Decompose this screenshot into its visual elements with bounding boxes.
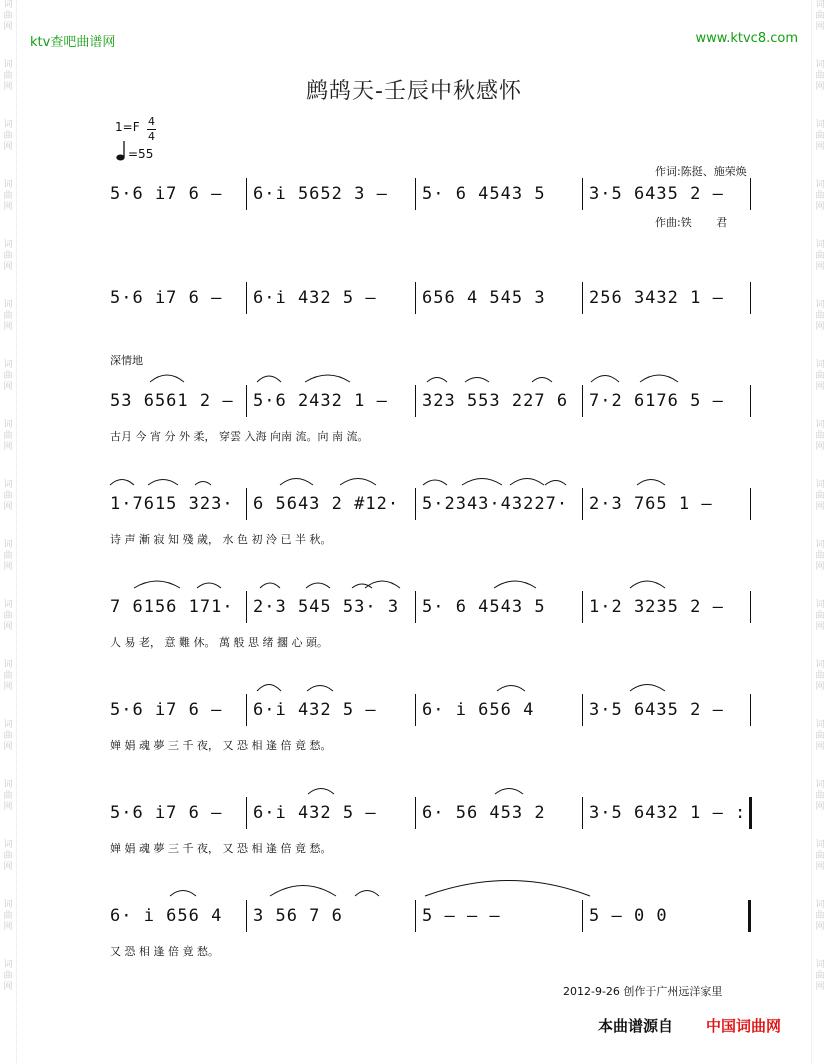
measure: 6· i̇ 656 4 <box>110 906 223 926</box>
watermark-mark <box>815 360 824 393</box>
watermark-char: 曲 <box>815 251 825 261</box>
barline <box>415 488 416 520</box>
measure: 1·7615 323· <box>110 494 234 514</box>
watermark-char: 网 <box>815 322 825 332</box>
watermark-char: 网 <box>815 982 825 992</box>
watermark-char: 词 <box>3 720 13 730</box>
time-signature-top: 4 <box>148 115 155 128</box>
watermark-char: 网 <box>3 922 13 932</box>
watermark-char: 曲 <box>815 71 825 81</box>
measure: 5·2343·43227· <box>422 494 569 514</box>
measure: 5·6 i̇7 6 – <box>110 700 223 720</box>
measure: 5·6 i̇7 6 – <box>110 288 223 308</box>
watermark-char: 曲 <box>815 191 825 201</box>
watermark-char: 网 <box>815 862 825 872</box>
watermark-mark <box>815 660 824 693</box>
watermark-char: 词 <box>815 540 825 550</box>
watermark-char: 词 <box>3 960 13 970</box>
measure: 3·5 6432 1 – : <box>589 803 747 823</box>
barline <box>750 591 751 623</box>
score-row <box>110 184 755 220</box>
barline <box>750 385 751 417</box>
barline <box>415 282 416 314</box>
watermark-char: 词 <box>3 840 13 850</box>
source-label: 本曲谱源自 <box>598 1017 674 1035</box>
watermark-mark <box>3 0 12 33</box>
measure: 5· 6 4543 5 <box>422 184 546 204</box>
watermark-char: 词 <box>815 0 825 10</box>
watermark-char: 曲 <box>3 431 13 441</box>
watermark-char: 词 <box>3 660 13 670</box>
watermark-char: 词 <box>3 60 13 70</box>
watermark-mark <box>3 540 12 573</box>
watermark-mark <box>3 600 12 633</box>
barline <box>415 178 416 210</box>
watermark-char: 曲 <box>3 611 13 621</box>
watermark-mark <box>3 660 12 693</box>
measure: 3 56 7 6 <box>253 906 343 926</box>
measure: 5 – 0 0 <box>589 906 668 926</box>
measure: 6·i̇ 432 5 – <box>253 288 377 308</box>
key-signature: 1=F <box>115 120 140 134</box>
watermark-char: 网 <box>3 442 13 452</box>
barline <box>246 694 247 726</box>
watermark-char: 网 <box>815 442 825 452</box>
barline <box>246 797 247 829</box>
watermark-char: 词 <box>815 900 825 910</box>
watermark-char: 网 <box>3 262 13 272</box>
watermark-mark <box>815 480 824 513</box>
watermark-char: 网 <box>815 22 825 32</box>
watermark-char: 曲 <box>815 731 825 741</box>
watermark-char: 网 <box>815 382 825 392</box>
watermark-char: 网 <box>815 922 825 932</box>
measure: 6 5643 2 #12· <box>253 494 400 514</box>
watermark-char: 网 <box>815 202 825 212</box>
lyricist-credit: 作词:陈挺、施荣焕 <box>655 165 747 178</box>
watermark-char: 曲 <box>815 851 825 861</box>
watermark-mark <box>815 180 824 213</box>
watermark-char: 网 <box>815 262 825 272</box>
barline <box>246 900 247 932</box>
composer-credit: 作曲:铁 君 <box>655 216 728 229</box>
song-title: 鹧鸪天-壬辰中秋感怀 <box>306 79 522 104</box>
watermark-char: 曲 <box>815 431 825 441</box>
watermark-char: 曲 <box>3 191 13 201</box>
watermark-char: 网 <box>3 322 13 332</box>
lyrics-line: 婵 娟 魂 夢 三 千 夜， 又 恐 相 逢 倍 竟 愁。 <box>110 739 332 752</box>
watermark-char: 词 <box>815 660 825 670</box>
measure: 5· 6 4543 5 <box>422 597 546 617</box>
watermark-mark <box>3 780 12 813</box>
measure: 5 – – – <box>422 906 501 926</box>
measure: 323 553 227 6 <box>422 391 569 411</box>
watermark-mark <box>815 600 824 633</box>
watermark-char: 词 <box>3 780 13 790</box>
barline <box>246 591 247 623</box>
watermark-char: 曲 <box>3 731 13 741</box>
measure: 53 6561 2 – <box>110 391 234 411</box>
creation-note: 2012-9-26 创作于广州远洋家里 <box>563 985 723 998</box>
time-signature <box>147 116 156 143</box>
watermark-mark <box>3 120 12 153</box>
measure: 2·3 545 53· 3 <box>253 597 400 617</box>
watermark-char: 曲 <box>3 131 13 141</box>
watermark-char: 曲 <box>815 671 825 681</box>
watermark-char: 网 <box>815 802 825 812</box>
watermark-char: 词 <box>3 0 13 10</box>
repeat-end-barline <box>749 797 752 829</box>
barline <box>246 488 247 520</box>
watermark-char: 网 <box>3 82 13 92</box>
watermark-char: 词 <box>3 300 13 310</box>
watermark-mark <box>3 900 12 933</box>
watermark-char: 词 <box>3 600 13 610</box>
watermark-mark <box>3 840 12 873</box>
site-name-left[interactable]: ktv查吧曲谱网 <box>30 35 116 50</box>
barline <box>750 488 751 520</box>
lyrics-line: 婵 娟 魂 夢 三 千 夜， 又 恐 相 逢 倍 竟 愁。 <box>110 842 332 855</box>
measure: 6·i̇ 5652 3 – <box>253 184 388 204</box>
watermark-char: 网 <box>3 202 13 212</box>
watermark-mark <box>815 120 824 153</box>
watermark-mark <box>3 180 12 213</box>
watermark-mark <box>3 480 12 513</box>
watermark-char: 曲 <box>815 971 825 981</box>
measure: 6·i̇ 432 5 – <box>253 803 377 823</box>
watermark-char: 词 <box>3 540 13 550</box>
barline <box>750 178 751 210</box>
watermark-mark <box>815 960 824 993</box>
score-row <box>110 700 755 736</box>
watermark-char: 曲 <box>815 371 825 381</box>
left-watermark-strip <box>0 0 17 1063</box>
watermark-char: 曲 <box>3 11 13 21</box>
lyrics-line: 诗 声 漸 寂 知 殘 歲， 水 色 初 泠 已 半 秋。 <box>110 533 332 546</box>
site-url-right[interactable]: www.ktvc8.com <box>695 31 798 46</box>
watermark-char: 词 <box>3 900 13 910</box>
watermark-char: 词 <box>815 480 825 490</box>
watermark-char: 词 <box>815 180 825 190</box>
barline <box>582 282 583 314</box>
watermark-char: 曲 <box>3 251 13 261</box>
measure: 2·3 765 1 – <box>589 494 713 514</box>
watermark-char: 曲 <box>815 491 825 501</box>
watermark-mark <box>3 960 12 993</box>
barline <box>582 591 583 623</box>
watermark-char: 词 <box>815 360 825 370</box>
watermark-char: 网 <box>815 742 825 752</box>
right-watermark-strip <box>811 0 828 1063</box>
watermark-char: 词 <box>3 120 13 130</box>
watermark-char: 词 <box>815 420 825 430</box>
quarter-note-icon <box>115 140 127 162</box>
watermark-char: 曲 <box>3 311 13 321</box>
watermark-char: 曲 <box>815 11 825 21</box>
watermark-mark <box>815 900 824 933</box>
watermark-char: 曲 <box>3 371 13 381</box>
barline <box>246 385 247 417</box>
watermark-mark <box>3 300 12 333</box>
watermark-char: 词 <box>3 240 13 250</box>
measure: 5·6 2432 1 – <box>253 391 388 411</box>
measure: 3·5 6435 2 – <box>589 184 724 204</box>
watermark-char: 网 <box>3 982 13 992</box>
watermark-mark <box>3 240 12 273</box>
watermark-mark <box>3 360 12 393</box>
watermark-char: 网 <box>815 82 825 92</box>
time-signature-bottom: 4 <box>148 130 155 143</box>
watermark-mark <box>815 420 824 453</box>
measure: 1·2 3235 2 – <box>589 597 724 617</box>
watermark-char: 曲 <box>815 131 825 141</box>
watermark-char: 网 <box>3 502 13 512</box>
barline <box>582 694 583 726</box>
watermark-char: 网 <box>3 862 13 872</box>
measure: 6· i̇ 656 4 <box>422 700 535 720</box>
watermark-char: 词 <box>815 60 825 70</box>
barline <box>582 797 583 829</box>
watermark-char: 词 <box>815 600 825 610</box>
score-row <box>110 597 755 633</box>
measure: 656 4 545 3 <box>422 288 546 308</box>
watermark-char: 词 <box>815 780 825 790</box>
watermark-mark <box>3 420 12 453</box>
watermark-mark <box>815 240 824 273</box>
watermark-char: 曲 <box>3 71 13 81</box>
watermark-char: 网 <box>815 562 825 572</box>
watermark-char: 网 <box>3 622 13 632</box>
barline <box>415 797 416 829</box>
measure: 7 6156 171· <box>110 597 234 617</box>
barline <box>582 900 583 932</box>
watermark-char: 曲 <box>3 911 13 921</box>
watermark-char: 曲 <box>815 611 825 621</box>
watermark-char: 网 <box>3 742 13 752</box>
watermark-char: 词 <box>815 720 825 730</box>
source-site-link[interactable]: 中国词曲网 <box>706 1017 782 1035</box>
watermark-mark <box>815 540 824 573</box>
watermark-mark <box>3 720 12 753</box>
watermark-char: 网 <box>3 562 13 572</box>
watermark-char: 曲 <box>3 851 13 861</box>
tempo-marking: =55 <box>128 147 154 161</box>
score-row <box>110 906 755 942</box>
watermark-char: 网 <box>815 682 825 692</box>
lyrics-line: 人 易 老， 意 難 休。 萬 般 思 绪 擱 心 頭。 <box>110 636 328 649</box>
watermark-mark <box>815 300 824 333</box>
measure: 7·2 6176 5 – <box>589 391 724 411</box>
barline <box>750 282 751 314</box>
lyrics-line: 又 恐 相 逢 倍 竟 愁。 <box>110 945 219 958</box>
score-row <box>110 803 755 839</box>
watermark-char: 网 <box>815 142 825 152</box>
barline <box>246 282 247 314</box>
watermark-char: 网 <box>815 502 825 512</box>
measure: 6·i̇ 432 5 – <box>253 700 377 720</box>
watermark-char: 网 <box>3 22 13 32</box>
watermark-char: 词 <box>815 840 825 850</box>
barline <box>415 591 416 623</box>
watermark-char: 词 <box>815 120 825 130</box>
watermark-char: 词 <box>3 360 13 370</box>
barline <box>582 488 583 520</box>
measure: 5·6 i̇7 6 – <box>110 803 223 823</box>
slur-marks <box>110 360 760 960</box>
watermark-char: 网 <box>3 682 13 692</box>
watermark-char: 词 <box>3 480 13 490</box>
barline <box>415 694 416 726</box>
watermark-mark <box>815 720 824 753</box>
watermark-char: 曲 <box>3 551 13 561</box>
watermark-char: 词 <box>815 960 825 970</box>
score-row <box>110 391 755 427</box>
watermark-char: 网 <box>3 802 13 812</box>
watermark-char: 网 <box>3 142 13 152</box>
watermark-char: 词 <box>815 240 825 250</box>
watermark-char: 曲 <box>815 791 825 801</box>
watermark-char: 网 <box>815 622 825 632</box>
barline <box>582 178 583 210</box>
measure: 6· 56 453 2 <box>422 803 546 823</box>
watermark-char: 网 <box>3 382 13 392</box>
measure: 3·5 6435 2 – <box>589 700 724 720</box>
watermark-char: 曲 <box>3 671 13 681</box>
watermark-char: 曲 <box>3 971 13 981</box>
barline <box>582 385 583 417</box>
barline <box>246 178 247 210</box>
final-barline <box>748 900 751 932</box>
watermark-char: 曲 <box>3 791 13 801</box>
score-row <box>110 288 755 324</box>
measure: 256 3432 1 – <box>589 288 724 308</box>
watermark-char: 曲 <box>815 911 825 921</box>
watermark-char: 曲 <box>815 551 825 561</box>
watermark-char: 曲 <box>815 311 825 321</box>
score-row <box>110 494 755 530</box>
watermark-char: 词 <box>3 180 13 190</box>
watermark-char: 词 <box>815 300 825 310</box>
measure: 5·6 i̇7 6 – <box>110 184 223 204</box>
watermark-mark <box>815 780 824 813</box>
watermark-mark <box>815 840 824 873</box>
watermark-char: 词 <box>3 420 13 430</box>
barline <box>750 694 751 726</box>
watermark-char: 曲 <box>3 491 13 501</box>
expression-marking: 深情地 <box>110 354 143 367</box>
lyrics-line: 古月 今 宵 分 外 柔， 穿雲 入海 向南 流。向 南 流。 <box>110 430 369 443</box>
barline <box>415 385 416 417</box>
barline <box>415 900 416 932</box>
watermark-mark <box>815 0 824 33</box>
